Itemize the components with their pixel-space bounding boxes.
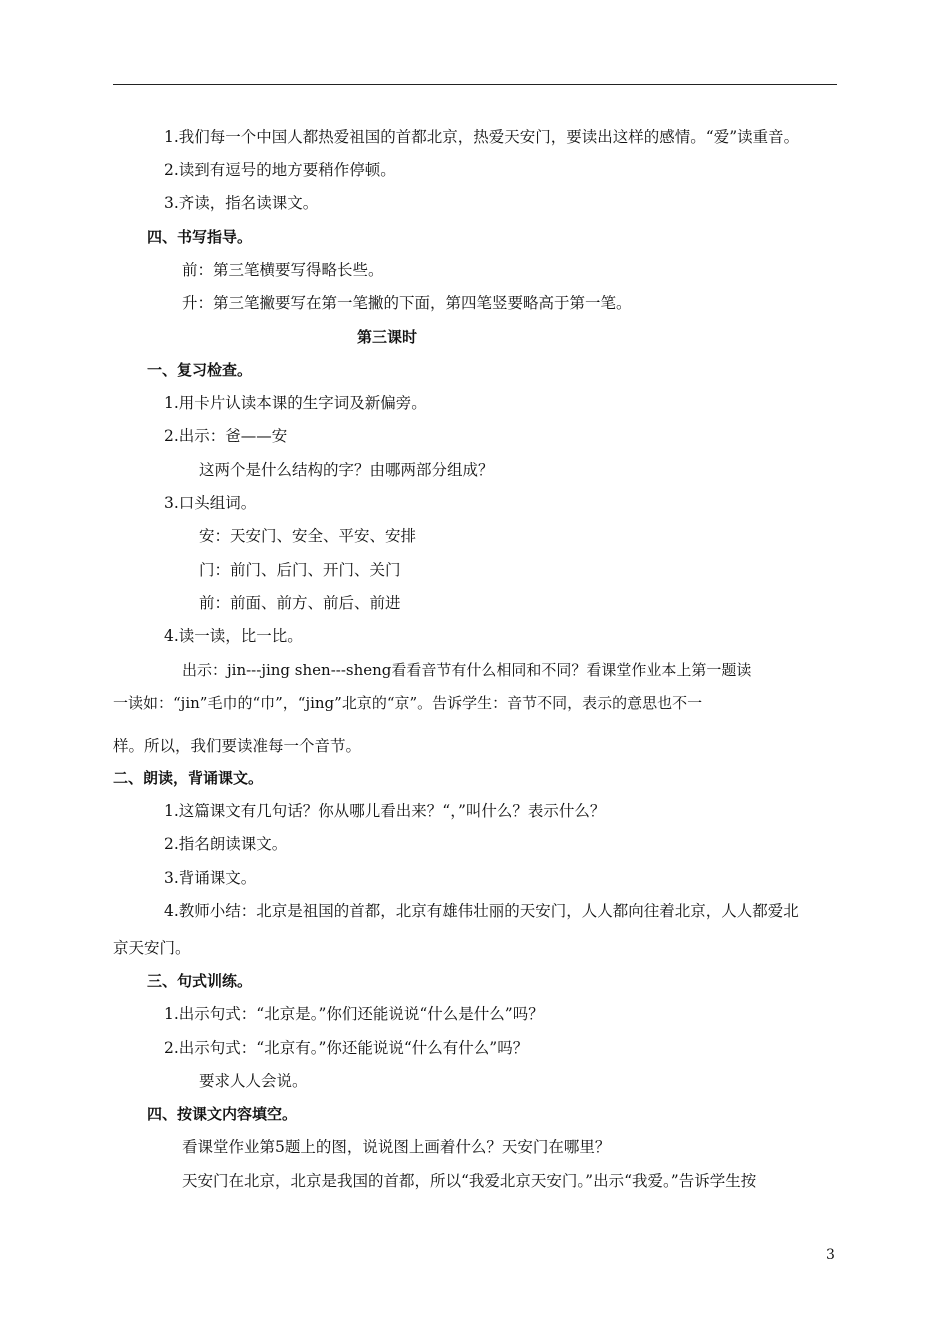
- text-line: 3.齐读，指名读课文。: [164, 194, 319, 212]
- section-heading: 四、按课文内容填空。: [147, 1105, 298, 1123]
- text-line: 3.背诵课文。: [164, 869, 257, 887]
- text-line: 1.这篇课文有几句话？你从哪儿看出来？“，”叫什么？表示什么？: [164, 802, 606, 820]
- text-line: 4.读一读，比一比。: [164, 627, 303, 645]
- text-line: 一读如：“jin”毛巾的“巾”，“jing”北京的“京”。告诉学生：音节不同，表示的意思也不一: [113, 694, 703, 712]
- section-heading: 四、书写指导。: [147, 228, 253, 246]
- text-line: 门：前门、后门、开门、关门: [199, 561, 401, 579]
- lesson-title: 第三课时: [357, 328, 418, 346]
- text-line: 1.用卡片认读本课的生字词及新偏旁。: [164, 394, 427, 412]
- text-line: 2.出示：爸——安: [164, 427, 288, 445]
- text-line: 2.指名朗读课文。: [164, 835, 288, 853]
- text-line: 升：第三笔撇要写在第一笔撇的下面，第四笔竖要略高于第一笔。: [182, 294, 632, 312]
- text-line: 要求人人会说。: [199, 1072, 308, 1090]
- text-line: 2.出示句式：“北京有。”你还能说说“什么有什么”吗？: [164, 1039, 529, 1057]
- section-heading: 二、朗读，背诵课文。: [113, 769, 264, 787]
- section-heading: 一、复习检查。: [147, 361, 253, 379]
- text-line: 这两个是什么结构的字？由哪两部分组成？: [199, 461, 494, 479]
- page-number: 3: [826, 1247, 835, 1263]
- section-heading: 三、句式训练。: [147, 972, 253, 990]
- text-line: 3.口头组词。: [164, 494, 257, 512]
- text-line: 出示：jin---jing shen---sheng看看音节有什么相同和不同？看课堂作业本上第一题读: [182, 661, 752, 679]
- text-line: 前：第三笔横要写得略长些。: [182, 261, 384, 279]
- text-line: 看课堂作业第5题上的图，说说图上画着什么？天安门在哪里？: [182, 1138, 611, 1156]
- text-line: 1.出示句式：“北京是。”你们还能说说“什么是什么”吗？: [164, 1005, 544, 1023]
- text-line: 京天安门。: [113, 939, 191, 957]
- text-line: 安：天安门、安全、平安、安排: [199, 527, 417, 545]
- text-line: 样。所以，我们要读准每一个音节。: [113, 737, 362, 755]
- header-rule: [113, 84, 837, 85]
- text-line: 天安门在北京，北京是我国的首都，所以“我爱北京天安门。”出示“我爱。”告诉学生按: [182, 1172, 757, 1190]
- text-line: 4.教师小结：北京是祖国的首都，北京有雄伟壮丽的天安门，人人都向往着北京，人人都爱北: [164, 902, 799, 920]
- text-line: 前：前面、前方、前后、前进: [199, 594, 401, 612]
- text-line: 1.我们每一个中国人都热爱祖国的首都北京，热爱天安门，要读出这样的感情。“爱”读重音。: [164, 128, 800, 146]
- text-line: 2.读到有逗号的地方要稍作停顿。: [164, 161, 396, 179]
